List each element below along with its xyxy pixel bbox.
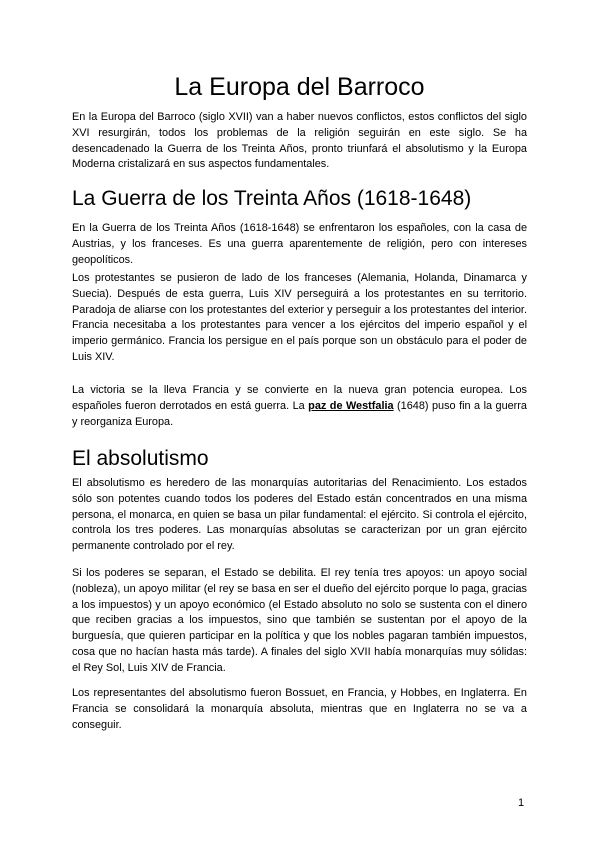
guerra-paragraph-1: En la Guerra de los Treinta Años (1618-1648) se enfrentaron los españoles, con la casa de Austrias, y los franceses. Es una guerra aparentemente de religión, pero con intereses geopolíticos.: [72, 222, 527, 266]
page-title: La Europa del Barroco: [174, 73, 425, 101]
paz-de-westfalia-link[interactable]: paz de Westfalia: [308, 399, 394, 412]
page-number: 1: [518, 797, 525, 809]
section-heading-absolutismo: El absolutismo: [72, 447, 209, 470]
absolutismo-paragraph-1: El absolutismo es heredero de las monarquías autoritarias del Renacimiento. Los estados sólo son potentes cuando todos los poderes del Estado están concentrados en una misma persona, el monarca, en quien se basa un pilar fundamental: el ejército. Si controla el ejército, controla los tres poderes. Las monarquías absolutas se caracterizan por un gran ejército permanente controlado por el rey.: [72, 477, 527, 553]
section-heading-guerra: La Guerra de los Treinta Años (1618-1648): [72, 187, 472, 210]
guerra-paragraph-3: [72, 383, 527, 430]
guerra-paragraph-2: Los protestantes se pusieron de lado de los franceses (Alemania, Holanda, Dinamarca y Suecia). Después de esta guerra, Luis XIV perseguirá a los protestantes en su territorio. Paradoja de aliarse con los protestantes del exterior y perseguir a los protestantes del interior. Francia necesitaba a los protestantes para vencer a los ejércitos del imperio español y el imperio germánico. Francia los persigue en el país porque son un obstáculo para el poder de Luis XIV.: [72, 272, 527, 363]
guerra-paragraph-3-text-a: La victoria se la lleva Francia y se convierte en la nueva gran potencia europea. Los españoles fueron derrotados en está guerra. La: [72, 384, 527, 412]
absolutismo-paragraph-2: Si los poderes se separan, el Estado se debilita. El rey tenía tres apoyos: un apoyo social (nobleza), un apoyo militar (el rey se basa en ser el dueño del ejército porque lo paga, gracias a los impuestos) y un apoyo económico (el Estado absoluto no solo se sustenta con el dinero que reciben gracias a los impuestos, sino que también se sustentan por el apoyo de la burguesía, que quieren participar en la política y que los nobles pagaran también impuestos, cosa que no hacían hasta más tarde). A finales del siglo XVII había monarquías muy sólidas: el Rey Sol, Luis XIV de Francia.: [72, 567, 527, 674]
absolutismo-paragraph-3: Los representantes del absolutismo fueron Bossuet, en Francia, y Hobbes, en Inglaterra. En Francia se consolidará la monarquía absoluta, mientras que en Inglaterra no se va a conseguir.: [72, 687, 527, 731]
intro-paragraph: En la Europa del Barroco (siglo XVII) van a haber nuevos conflictos, estos conflictos del siglo XVI resurgirán, todos los problemas de la religión seguirán en este siglo. Se ha desencadenado la Guerra de los Treinta Años, pronto triunfará el absolutismo y la Europa Moderna cristalizará en sus aspectos fundamentales.: [72, 111, 527, 171]
guerra-paragraph-3-text-b: (1648) puso fin a la guerra y reorganiza Europa.: [72, 399, 527, 428]
